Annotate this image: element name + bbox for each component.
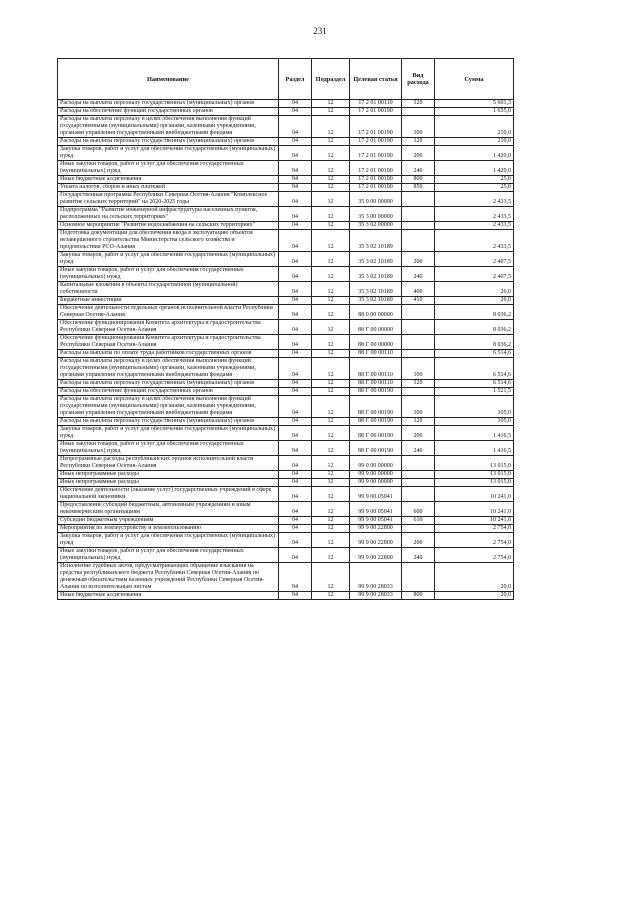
row-amount-cell: 210,0 (435, 138, 514, 146)
row-expense-type-cell: 120 (402, 100, 435, 108)
table-row (58, 184, 514, 192)
table-row (58, 388, 514, 396)
row-expense-type-cell (402, 456, 435, 471)
row-name-cell: Расходы на выплаты персоналу государственных (муниципальных) органов (58, 418, 279, 426)
row-section-cell: 04 (279, 388, 312, 396)
row-expense-type-cell (402, 192, 435, 207)
row-section-cell: 04 (279, 396, 312, 418)
row-section-cell: 04 (279, 146, 312, 161)
row-amount-cell: 1 416,5 (435, 441, 514, 456)
row-section-cell: 04 (279, 358, 312, 380)
row-target-cell: 99 9 00 05041 (350, 502, 402, 517)
row-target-cell: 35 0 00 00000 (350, 192, 402, 207)
table-row (58, 252, 514, 267)
table-row (58, 267, 514, 282)
row-target-cell: 99 9 00 00000 (350, 479, 402, 487)
row-subsection-cell: 12 (312, 116, 350, 138)
row-target-cell: 99 9 00 22800 (350, 548, 402, 563)
table-row (58, 230, 514, 252)
row-subsection-cell: 12 (312, 525, 350, 533)
row-expense-type-cell: 200 (402, 426, 435, 441)
table-row (58, 116, 514, 138)
row-name-cell: Закупка товаров, работ и услуг для обеспечения государственных (муниципальных) нужд (58, 426, 279, 441)
row-subsection-cell: 12 (312, 517, 350, 525)
row-name-cell: Основное мероприятие "Развитие водоснабжения на сельских территориях" (58, 222, 279, 230)
row-name-cell: Обеспечение деятельности отдельных органов исполнительной власти Республики Северная Осетия-Алания (58, 305, 279, 320)
row-amount-cell: 1 420,0 (435, 161, 514, 176)
row-section-cell: 04 (279, 548, 312, 563)
row-amount-cell: 8 036,2 (435, 335, 514, 350)
row-name-cell: Расходы на обеспечение функций государственных органов (58, 388, 279, 396)
row-name-cell: Расходы на выплаты персоналу в целях обеспечения выполнения функций государственными (муниципальными) органами, казенными учреждениями, органами управления государственными внебюджетными фондами (58, 396, 279, 418)
row-name-cell: Подготовка документации для обеспечения ввода в эксплуатацию объектов незавершенного строительства Министерства сельского хозяйства и продовольствия РСО-Алания (58, 230, 279, 252)
row-expense-type-cell: 800 (402, 176, 435, 184)
table-row (58, 548, 514, 563)
row-subsection-cell: 12 (312, 282, 350, 297)
row-name-cell: Расходы на выплаты персоналу в целях обеспечения выполнения функций государственными (муниципальными) органами, казенными учреждениями, органами управления государственными внебюджетными фондами (58, 116, 279, 138)
row-expense-type-cell: 410 (402, 297, 435, 305)
table-row (58, 350, 514, 358)
page-number: 231 (313, 26, 327, 36)
table-row (58, 396, 514, 418)
row-subsection-cell: 12 (312, 176, 350, 184)
row-target-cell: 99 9 00 28033 (350, 592, 402, 600)
row-amount-cell: 2 433,5 (435, 230, 514, 252)
row-expense-type-cell: 610 (402, 517, 435, 525)
row-subsection-cell: 12 (312, 305, 350, 320)
row-expense-type-cell: 120 (402, 138, 435, 146)
budget-table (57, 58, 514, 600)
row-subsection-cell: 12 (312, 502, 350, 517)
row-name-cell: Исполнение судебных актов, предусматривающих обращение взыскания на средства республиканского бюджета Республики Северная Осетия-Алания по денежным обязательствам казенных учреждений Республики Северная Осетия-Алания по исполнительным листам (58, 563, 279, 592)
row-name-cell: Закупка товаров, работ и услуг для обеспечения государственных (муниципальных) нужд (58, 252, 279, 267)
row-expense-type-cell (402, 230, 435, 252)
row-expense-type-cell (402, 388, 435, 396)
row-name-cell: Иные бюджетные ассигнования (58, 176, 279, 184)
row-target-cell: 99 9 00 22800 (350, 525, 402, 533)
row-name-cell: Расходы на обеспечение функций государственных органов (58, 108, 279, 116)
row-expense-type-cell (402, 350, 435, 358)
row-section-cell: 04 (279, 138, 312, 146)
row-amount-cell: 2 754,0 (435, 533, 514, 548)
table-row (58, 161, 514, 176)
row-expense-type-cell (402, 335, 435, 350)
row-expense-type-cell: 100 (402, 396, 435, 418)
row-amount-cell: 1 655,0 (435, 108, 514, 116)
row-expense-type-cell: 100 (402, 358, 435, 380)
row-expense-type-cell: 240 (402, 161, 435, 176)
table-row (58, 305, 514, 320)
row-amount-cell: 1 521,5 (435, 388, 514, 396)
row-amount-cell: 20,0 (435, 563, 514, 592)
header-expense-type: Вид расхода (402, 59, 435, 100)
row-amount-cell: 6 514,6 (435, 380, 514, 388)
row-name-cell: Иные непрограммные расходы (58, 479, 279, 487)
table-row (58, 380, 514, 388)
row-expense-type-cell (402, 305, 435, 320)
row-amount-cell: 10 241,0 (435, 517, 514, 525)
row-subsection-cell: 12 (312, 100, 350, 108)
row-subsection-cell: 12 (312, 426, 350, 441)
row-name-cell: Государственная программа Республики Северная Осетия-Алания "Комплексное развитие сельских территорий" на 2020-2025 годы (58, 192, 279, 207)
table-row (58, 146, 514, 161)
row-expense-type-cell (402, 222, 435, 230)
row-amount-cell: 2 407,5 (435, 252, 514, 267)
header-amount: Сумма (435, 59, 514, 100)
row-amount-cell: 105,0 (435, 396, 514, 418)
row-amount-cell: 13 015,0 (435, 456, 514, 471)
row-name-cell: Расходы на выплаты по оплате труда работников государственных органов (58, 350, 279, 358)
row-target-cell: 35 3 00 00000 (350, 207, 402, 222)
row-target-cell: 88 Г 00 00190 (350, 426, 402, 441)
row-subsection-cell: 12 (312, 456, 350, 471)
row-target-cell: 35 3 02 10189 (350, 267, 402, 282)
row-subsection-cell: 12 (312, 335, 350, 350)
row-subsection-cell: 12 (312, 146, 350, 161)
row-section-cell: 04 (279, 350, 312, 358)
row-section-cell: 04 (279, 297, 312, 305)
row-section-cell: 04 (279, 320, 312, 335)
table-row (58, 479, 514, 487)
row-target-cell: 35 3 02 10189 (350, 252, 402, 267)
row-subsection-cell: 12 (312, 479, 350, 487)
row-subsection-cell: 12 (312, 533, 350, 548)
table-row (58, 320, 514, 335)
table-row (58, 502, 514, 517)
table-body (58, 100, 514, 600)
table-row (58, 138, 514, 146)
row-expense-type-cell (402, 563, 435, 592)
row-amount-cell: 25,0 (435, 176, 514, 184)
row-target-cell: 88 Г 00 00000 (350, 320, 402, 335)
row-name-cell: Бюджетные инвестиции (58, 297, 279, 305)
row-section-cell: 04 (279, 222, 312, 230)
row-section-cell: 04 (279, 525, 312, 533)
row-expense-type-cell: 200 (402, 533, 435, 548)
row-section-cell: 04 (279, 441, 312, 456)
row-amount-cell: 13 015,0 (435, 471, 514, 479)
row-target-cell: 35 3 02 10189 (350, 282, 402, 297)
row-amount-cell: 8 036,2 (435, 305, 514, 320)
row-target-cell: 88 Г 00 00110 (350, 380, 402, 388)
row-amount-cell: 5 601,3 (435, 100, 514, 108)
row-target-cell: 17 2 01 00190 (350, 108, 402, 116)
row-name-cell: Расходы на выплаты персоналу государственных (муниципальных) органов (58, 138, 279, 146)
row-subsection-cell: 12 (312, 192, 350, 207)
row-target-cell: 88 Г 00 00190 (350, 388, 402, 396)
row-expense-type-cell (402, 320, 435, 335)
row-subsection-cell: 12 (312, 487, 350, 502)
row-amount-cell: 1 420,0 (435, 146, 514, 161)
row-target-cell: 99 9 00 00000 (350, 471, 402, 479)
row-section-cell: 04 (279, 517, 312, 525)
row-section-cell: 04 (279, 267, 312, 282)
row-section-cell: 04 (279, 426, 312, 441)
row-amount-cell: 6 514,6 (435, 358, 514, 380)
row-subsection-cell: 12 (312, 320, 350, 335)
row-subsection-cell: 12 (312, 350, 350, 358)
row-name-cell: Мероприятия по землеустройству и землепользованию (58, 525, 279, 533)
row-expense-type-cell: 800 (402, 592, 435, 600)
row-target-cell: 17 2 01 00190 (350, 116, 402, 138)
header-subsection: Подраздел (312, 59, 350, 100)
row-section-cell: 04 (279, 418, 312, 426)
row-subsection-cell: 12 (312, 230, 350, 252)
row-target-cell: 99 0 00 00000 (350, 456, 402, 471)
row-amount-cell: 10 241,0 (435, 502, 514, 517)
row-amount-cell: 2 407,5 (435, 267, 514, 282)
header-name: Наименование (58, 59, 279, 100)
table-row (58, 207, 514, 222)
row-amount-cell: 2 433,5 (435, 192, 514, 207)
table-row (58, 592, 514, 600)
row-target-cell: 88 Г 00 00190 (350, 396, 402, 418)
table-row (58, 176, 514, 184)
row-expense-type-cell: 200 (402, 252, 435, 267)
row-section-cell: 04 (279, 502, 312, 517)
row-amount-cell: 2 754,0 (435, 548, 514, 563)
row-target-cell: 35 3 02 10189 (350, 297, 402, 305)
row-name-cell: Обеспечение функционирования Комитета архитектуры и градостроительства Республики Северная Осетия-Алания (58, 335, 279, 350)
row-target-cell: 35 3 02 00000 (350, 222, 402, 230)
row-section-cell: 04 (279, 479, 312, 487)
row-expense-type-cell (402, 525, 435, 533)
row-subsection-cell: 12 (312, 418, 350, 426)
row-name-cell: Подпрограмма "Развитие инженерной инфраструктуры населенных пунктов, расположенных на сельских территориях" (58, 207, 279, 222)
row-amount-cell: 26,0 (435, 282, 514, 297)
row-amount-cell: 105,0 (435, 418, 514, 426)
row-name-cell: Непрограммные расходы республиканских органов исполнительной власти Республики Северная Осетия-Алания (58, 456, 279, 471)
row-amount-cell: 10 241,0 (435, 487, 514, 502)
row-subsection-cell: 12 (312, 138, 350, 146)
row-name-cell: Расходы на выплаты персоналу в целях обеспечения выполнения функций государственными (муниципальными) органами, казенными учреждениями, органами управления государственными внебюджетными фондами (58, 358, 279, 380)
row-name-cell: Расходы на выплаты персоналу государственных (муниципальных) органов (58, 100, 279, 108)
row-subsection-cell: 12 (312, 184, 350, 192)
table-row (58, 456, 514, 471)
row-subsection-cell: 12 (312, 548, 350, 563)
row-target-cell: 17 2 01 00110 (350, 100, 402, 108)
row-name-cell: Закупка товаров, работ и услуг для обеспечения государственных (муниципальных) нужд (58, 533, 279, 548)
row-section-cell: 04 (279, 192, 312, 207)
row-subsection-cell: 12 (312, 297, 350, 305)
row-amount-cell: 2 433,5 (435, 207, 514, 222)
row-section-cell: 04 (279, 305, 312, 320)
row-name-cell: Обеспечение деятельности (оказание услуг) государственных учреждений в сфере национальной экономики (58, 487, 279, 502)
table-row (58, 471, 514, 479)
row-subsection-cell: 12 (312, 108, 350, 116)
row-section-cell: 04 (279, 471, 312, 479)
row-name-cell: Расходы на выплаты персоналу государственных (муниципальных) органов (58, 380, 279, 388)
row-section-cell: 04 (279, 380, 312, 388)
table-row (58, 282, 514, 297)
row-target-cell: 17 2 01 00190 (350, 146, 402, 161)
row-expense-type-cell: 240 (402, 267, 435, 282)
row-amount-cell: 2 754,0 (435, 525, 514, 533)
row-subsection-cell: 12 (312, 592, 350, 600)
table-row (58, 100, 514, 108)
header-target: Целевая статья (350, 59, 402, 100)
row-section-cell: 04 (279, 456, 312, 471)
row-expense-type-cell: 200 (402, 146, 435, 161)
table-row (58, 563, 514, 592)
row-subsection-cell: 12 (312, 471, 350, 479)
row-amount-cell: 25,0 (435, 184, 514, 192)
table-row (58, 418, 514, 426)
row-expense-type-cell: 100 (402, 116, 435, 138)
row-target-cell: 99 9 00 28033 (350, 563, 402, 592)
table-row (58, 487, 514, 502)
row-expense-type-cell (402, 207, 435, 222)
row-expense-type-cell: 600 (402, 502, 435, 517)
row-target-cell: 17 2 01 00190 (350, 138, 402, 146)
row-amount-cell: 8 036,2 (435, 320, 514, 335)
row-target-cell: 88 0 00 00000 (350, 305, 402, 320)
row-section-cell: 04 (279, 161, 312, 176)
row-target-cell: 17 2 01 00190 (350, 184, 402, 192)
row-section-cell: 04 (279, 487, 312, 502)
row-section-cell: 04 (279, 533, 312, 548)
row-expense-type-cell (402, 108, 435, 116)
row-subsection-cell: 12 (312, 380, 350, 388)
row-section-cell: 04 (279, 116, 312, 138)
row-subsection-cell: 12 (312, 161, 350, 176)
row-expense-type-cell: 120 (402, 380, 435, 388)
row-name-cell: Иные закупки товаров, работ и услуг для обеспечения государственных (муниципальных) нужд (58, 161, 279, 176)
row-section-cell: 04 (279, 282, 312, 297)
row-subsection-cell: 12 (312, 563, 350, 592)
row-section-cell: 04 (279, 335, 312, 350)
table-row (58, 108, 514, 116)
row-section-cell: 04 (279, 230, 312, 252)
row-expense-type-cell: 240 (402, 548, 435, 563)
row-target-cell: 99 9 00 05041 (350, 517, 402, 525)
row-expense-type-cell: 850 (402, 184, 435, 192)
row-amount-cell: 20,0 (435, 592, 514, 600)
row-amount-cell: 210,0 (435, 116, 514, 138)
row-target-cell: 35 3 02 10189 (350, 230, 402, 252)
row-name-cell: Уплата налогов, сборов и иных платежей (58, 184, 279, 192)
row-name-cell: Субсидии бюджетным учреждениям (58, 517, 279, 525)
row-section-cell: 04 (279, 176, 312, 184)
row-target-cell: 88 Г 00 00110 (350, 350, 402, 358)
row-name-cell: Закупка товаров, работ и услуг для обеспечения государственных (муниципальных) нужд (58, 146, 279, 161)
row-subsection-cell: 12 (312, 207, 350, 222)
row-expense-type-cell: 240 (402, 441, 435, 456)
row-target-cell: 88 Г 00 00190 (350, 418, 402, 426)
row-section-cell: 04 (279, 207, 312, 222)
row-name-cell: Иные закупки товаров, работ и услуг для обеспечения государственных (муниципальных) нужд (58, 441, 279, 456)
row-amount-cell: 6 514,6 (435, 350, 514, 358)
table-row (58, 533, 514, 548)
row-subsection-cell: 12 (312, 252, 350, 267)
table-row (58, 192, 514, 207)
row-target-cell: 17 2 01 00190 (350, 176, 402, 184)
row-expense-type-cell: 120 (402, 418, 435, 426)
table-row (58, 426, 514, 441)
row-subsection-cell: 12 (312, 396, 350, 418)
row-expense-type-cell: 400 (402, 282, 435, 297)
table-row (58, 335, 514, 350)
row-amount-cell: 13 015,0 (435, 479, 514, 487)
row-amount-cell: 1 416,5 (435, 426, 514, 441)
row-section-cell: 04 (279, 563, 312, 592)
row-target-cell: 88 Г 00 00190 (350, 441, 402, 456)
row-section-cell: 04 (279, 108, 312, 116)
row-section-cell: 04 (279, 592, 312, 600)
row-section-cell: 04 (279, 100, 312, 108)
row-name-cell: Иные закупки товаров, работ и услуг для обеспечения государственных (муниципальных) нужд (58, 267, 279, 282)
row-name-cell: Иные бюджетные ассигнования (58, 592, 279, 600)
row-subsection-cell: 12 (312, 358, 350, 380)
row-target-cell: 99 9 00 05041 (350, 487, 402, 502)
row-amount-cell: 2 433,5 (435, 222, 514, 230)
table-row (58, 358, 514, 380)
row-section-cell: 04 (279, 252, 312, 267)
row-name-cell: Капитальные вложения в объекты государственной (муниципальной) собственности (58, 282, 279, 297)
row-subsection-cell: 12 (312, 441, 350, 456)
row-target-cell: 88 Г 00 00000 (350, 335, 402, 350)
row-subsection-cell: 12 (312, 222, 350, 230)
row-target-cell: 17 2 01 00190 (350, 161, 402, 176)
table-row (58, 517, 514, 525)
table-row (58, 525, 514, 533)
table-header-row (58, 59, 514, 100)
row-subsection-cell: 12 (312, 388, 350, 396)
row-amount-cell: 26,0 (435, 297, 514, 305)
row-target-cell: 99 9 00 22800 (350, 533, 402, 548)
row-subsection-cell: 12 (312, 267, 350, 282)
row-target-cell: 88 Г 00 00110 (350, 358, 402, 380)
header-section: Раздел (279, 59, 312, 100)
row-expense-type-cell (402, 487, 435, 502)
row-section-cell: 04 (279, 184, 312, 192)
row-name-cell: Иные непрограммные расходы (58, 471, 279, 479)
row-name-cell: Предоставление субсидий бюджетным, автономным учреждениям и иным некоммерческим организациям (58, 502, 279, 517)
row-name-cell: Иные закупки товаров, работ и услуг для обеспечения государственных (муниципальных) нужд (58, 548, 279, 563)
row-expense-type-cell (402, 479, 435, 487)
table-row (58, 297, 514, 305)
table-row (58, 222, 514, 230)
table-row (58, 441, 514, 456)
row-name-cell: Обеспечение функционирования Комитета архитектуры и градостроительства Республики Северная Осетия-Алания (58, 320, 279, 335)
row-expense-type-cell (402, 471, 435, 479)
